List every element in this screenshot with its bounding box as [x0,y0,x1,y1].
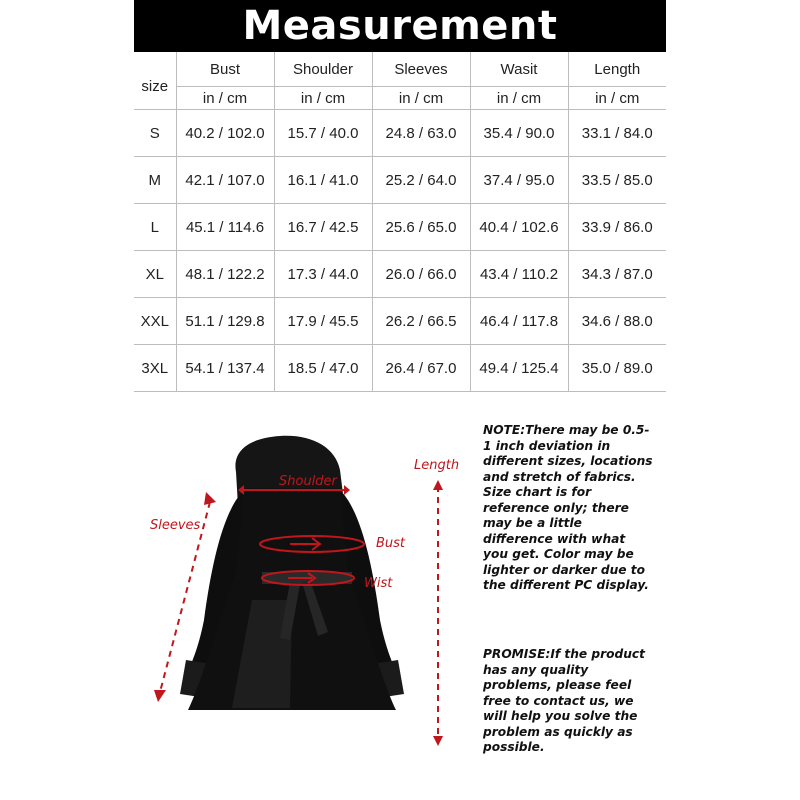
table-cell: 35.0 / 89.0 [568,345,666,392]
size-label: 3XL [134,345,176,392]
table-cell: 33.1 / 84.0 [568,110,666,157]
size-label: S [134,110,176,157]
table-cell: 43.4 / 110.2 [470,251,568,298]
table-cell: 26.2 / 66.5 [372,298,470,345]
table-cell: 26.4 / 67.0 [372,345,470,392]
table-cell: 15.7 / 40.0 [274,110,372,157]
table-cell: 26.0 / 66.0 [372,251,470,298]
column-header-length: Length [568,52,666,87]
unit-label: in / cm [568,87,666,110]
table-cell: 45.1 / 114.6 [176,204,274,251]
table-cell: 18.5 / 47.0 [274,345,372,392]
unit-label: in / cm [274,87,372,110]
table-cell: 42.1 / 107.0 [176,157,274,204]
column-header-sleeves: Sleeves [372,52,470,87]
length-arrow-top [433,480,443,490]
table-row [134,110,666,157]
table-cell: 25.2 / 64.0 [372,157,470,204]
table-cell: 49.4 / 125.4 [470,345,568,392]
table-cell: 17.3 / 44.0 [274,251,372,298]
table-cell: 51.1 / 129.8 [176,298,274,345]
table-row [134,345,666,392]
unit-label: in / cm [470,87,568,110]
table-row [134,157,666,204]
column-header-bust: Bust [176,52,274,87]
size-label: L [134,204,176,251]
table-unit-row [134,87,666,110]
sleeves-arrow-top [204,492,216,505]
table-cell: 33.9 / 86.0 [568,204,666,251]
banner-title: Measurement [242,3,558,49]
column-header-shoulder: Shoulder [274,52,372,87]
size-label: M [134,157,176,204]
sleeves-label: Sleeves [150,518,201,533]
bust-label: Bust [376,536,406,551]
note-text: NOTE:There may be 0.5-1 inch deviation in different sizes, locations and stretch of fabrics. Size chart is for reference only; there may be a little difference with what you get. Color may be lighter or darker due to the different PC display. [483,423,653,592]
size-chart-table [134,52,666,392]
table-row [134,298,666,345]
length-arrow-bottom [433,736,443,746]
size-label: XL [134,251,176,298]
table-cell: 24.8 / 63.0 [372,110,470,157]
unit-label: in / cm [372,87,470,110]
waist-label: Wist [364,576,393,591]
table-cell: 40.4 / 102.6 [470,204,568,251]
unit-label: in / cm [176,87,274,110]
column-header-waist: Wasit [470,52,568,87]
measurement-banner [134,0,666,52]
table-row [134,251,666,298]
table-cell: 54.1 / 137.4 [176,345,274,392]
table-cell: 37.4 / 95.0 [470,157,568,204]
table-cell: 16.1 / 41.0 [274,157,372,204]
table-cell: 34.6 / 88.0 [568,298,666,345]
table-header-row [134,52,666,87]
size-label: XXL [134,298,176,345]
promise-text: PROMISE:If the product has any quality problems, please feel free to contact us, we will help you solve the problem as quickly as possible. [483,647,645,754]
shoulder-arrow-right [344,485,350,495]
table-cell: 46.4 / 117.8 [470,298,568,345]
size-header-label: size [134,76,176,99]
table-cell: 34.3 / 87.0 [568,251,666,298]
table-cell: 48.1 / 122.2 [176,251,274,298]
table-cell: 25.6 / 65.0 [372,204,470,251]
table-cell: 17.9 / 45.5 [274,298,372,345]
sleeves-arrow-bottom [154,690,166,702]
table-row [134,204,666,251]
table-cell: 35.4 / 90.0 [470,110,568,157]
length-label: Length [414,458,460,473]
table-cell: 33.5 / 85.0 [568,157,666,204]
shoulder-label: Shoulder [279,474,337,489]
table-cell: 40.2 / 102.0 [176,110,274,157]
table-cell: 16.7 / 42.5 [274,204,372,251]
coat-measurement-figure [140,410,470,800]
